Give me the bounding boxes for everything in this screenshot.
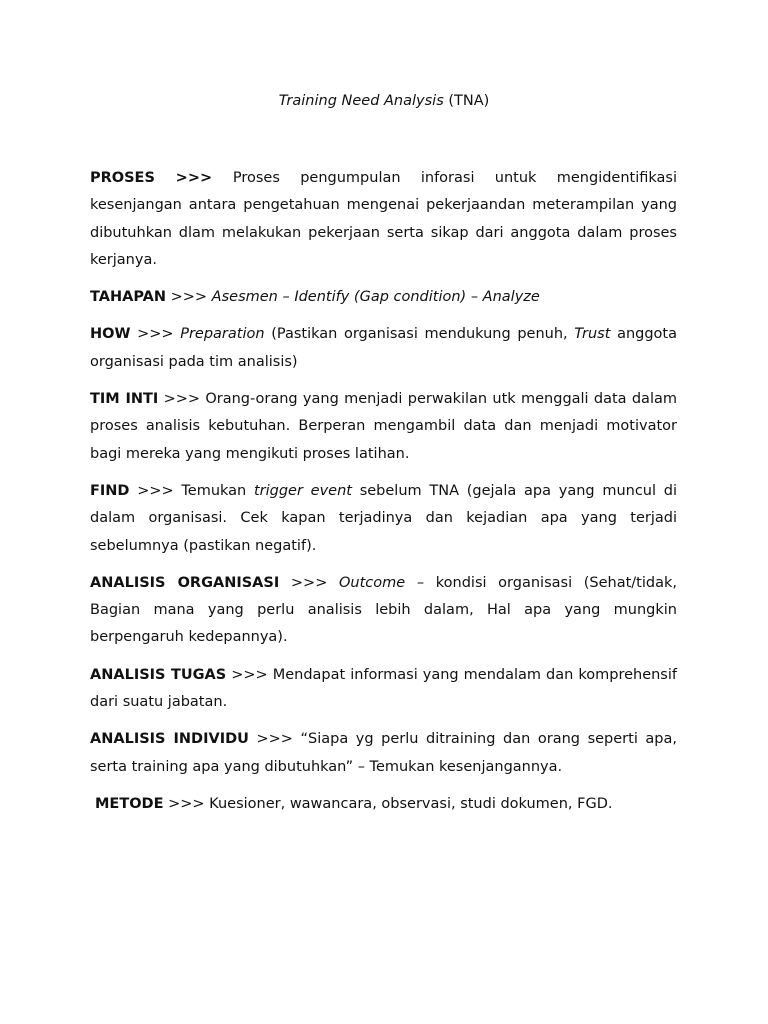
italic-trust: Trust xyxy=(574,326,611,343)
title-italic: Training Need Analysis xyxy=(278,93,444,109)
text-find-1: Temukan xyxy=(181,482,254,499)
paragraph-analisis-organisasi xyxy=(90,570,677,652)
text-analisis-organisasi: – kondisi organisasi (Sehat/tidak, Bagian mana yang perlu analisis lebih dalam, Hal apa yang mungkin berpengaruh kedepannya). xyxy=(90,574,677,646)
paragraph-metode xyxy=(90,791,677,818)
title-suffix: (TNA) xyxy=(443,93,490,109)
separator: >>> xyxy=(163,795,210,812)
term-how: HOW xyxy=(90,326,131,343)
text-analisis-tugas: Mendapat informasi yang mendalam dan komprehensif dari suatu jabatan. xyxy=(90,666,677,711)
term-proses: PROSES xyxy=(90,170,155,186)
text-find-2: sebelum TNA (gejala apa yang muncul di dalam organisasi. Cek kapan terjadinya dan kejadian apa yang terjadi sebelumnya (pastikan negatif). xyxy=(90,482,677,554)
paragraph-tim-inti xyxy=(90,386,677,468)
separator: >>> xyxy=(279,574,340,591)
paragraph-tahapan xyxy=(90,284,677,311)
term-tim-inti: TIM INTI xyxy=(90,391,159,408)
separator: >>> xyxy=(129,482,182,499)
term-analisis-individu: ANALISIS INDIVIDU xyxy=(90,731,249,748)
text-how-2: anggota organisasi pada tim analisis) xyxy=(90,326,677,370)
italic-outcome: Outcome xyxy=(339,574,406,591)
paragraph-find xyxy=(90,478,677,560)
text-metode: Kuesioner, wawancara, observasi, studi dokumen, FGD. xyxy=(209,795,613,812)
term-find: FIND xyxy=(90,482,130,499)
paragraph-analisis-tugas xyxy=(90,662,677,717)
italic-trigger-event: trigger event xyxy=(253,482,352,499)
document-title xyxy=(0,91,768,111)
paragraph-proses xyxy=(90,165,677,274)
separator: >>> xyxy=(226,666,273,683)
paragraph-analisis-individu xyxy=(90,726,677,781)
paragraph-how xyxy=(90,321,677,376)
separator: >>> xyxy=(158,391,206,408)
separator: >>> xyxy=(166,289,212,306)
text-proses: Proses pengumpulan inforasi untuk mengidentifikasi kesenjangan antara pengetahuan mengenai pekerjaandan meterampilan yang dibutuhkan dlam melakukan pekerjaan serta sikap dari anggota dalam proses kerjanya. xyxy=(90,170,677,268)
italic-preparation: Preparation xyxy=(180,326,265,343)
term-tahapan: TAHAPAN xyxy=(90,289,166,306)
term-metode: METODE xyxy=(95,795,164,812)
text-analisis-individu: “Siapa yg perlu ditraining dan orang seperti apa, serta training apa yang dibutuhkan” – Temukan kesenjangannya. xyxy=(90,731,678,775)
separator: >>> xyxy=(130,326,181,343)
term-analisis-tugas: ANALISIS TUGAS xyxy=(90,666,227,683)
document-body xyxy=(90,165,677,828)
text-tim-inti: Orang-orang yang menjadi perwakilan utk menggali data dalam proses analisis kebutuhan. Berperan mengambil data dan menjadi motivator bagi mereka yang mengikuti proses latihan. xyxy=(90,391,677,462)
term-analisis-organisasi: ANALISIS ORGANISASI xyxy=(90,574,280,591)
text-tahapan: Asesmen – Identify (Gap condition) – Analyze xyxy=(211,289,540,306)
separator: >>> xyxy=(154,170,233,186)
separator: >>> xyxy=(248,731,301,748)
text-how-1: (Pastikan organisasi mendukung penuh, xyxy=(264,326,575,343)
